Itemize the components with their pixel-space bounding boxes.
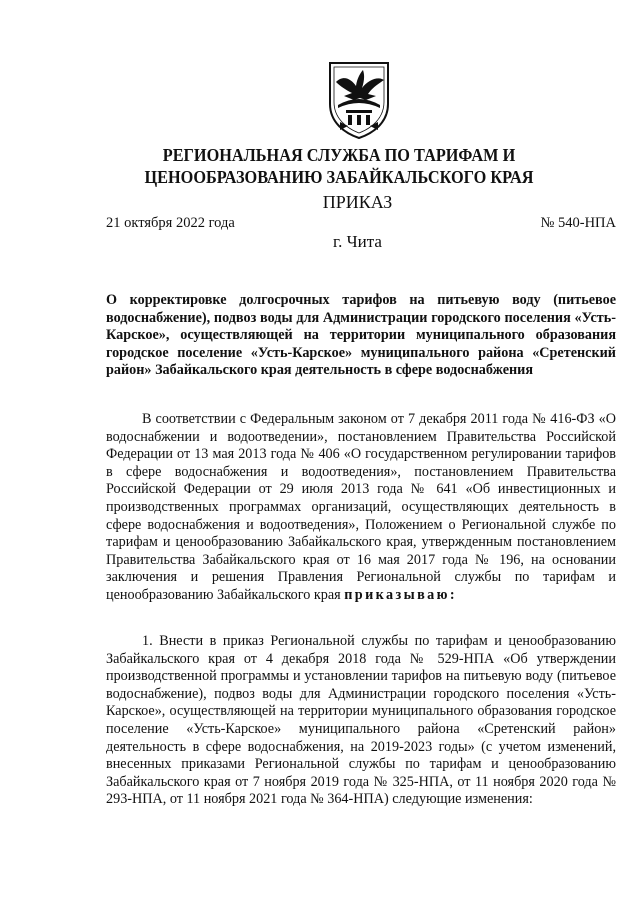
order-date: 21 октября 2022 года [106, 215, 235, 231]
order-subject: О корректировке долгосрочных тарифов на питьевую воду (питьевое водоснабжение), подвоз воды для Администрации городского поселения «Усть-Карское», осуществляющей на территории муниципального образования городское поселение «Усть-Карское» муниципального района «Сретенский район» Забайкальского края деятельность в сфере водоснабжения [106, 292, 616, 379]
date-number-line [106, 215, 616, 232]
org-title-line-2: ЦЕНООБРАЗОВАНИЮ ЗАБАЙКАЛЬСКОГО КРАЯ [144, 167, 534, 187]
org-title-line-1: РЕГИОНАЛЬНАЯ СЛУЖБА ПО ТАРИФАМ И [162, 145, 516, 165]
preamble-paragraph [106, 411, 616, 605]
clause-1-paragraph: 1. Внести в приказ Региональной службы по тарифам и ценообразованию Забайкальского края от 4 декабря 2018 года № 529-НПА «Об утверждении производственной программы и установлении тарифов на питьевую воду (питьевое водоснабжение), подвоз воды для Администрации городского поселения «Усть-Карское», осуществляющей на территории муниципального образования городское поселение «Усть-Карское» муниципального района «Сретенский район» деятельность в сфере водоснабжения, на 2019-2023 годы» (с учетом изменений, внесенных приказами Региональной службы по тарифам и ценообразованию Забайкальского края от 7 ноября 2019 года № 325-НПА, от 11 ноября 2020 года № 293-НПА, от 11 ноября 2021 года № 364-НПА) следующие изменения: [106, 633, 616, 808]
preamble-text: В соответствии с Федеральным законом от 7 декабря 2011 года № 416-ФЗ «О водоснабжении и водоотведении», постановлением Правительства Российской Федерации от 13 мая 2013 года № 406 «О государственном регулировании тарифов в сфере водоснабжения и водоотведения», постановлением Правительства Российской Федерации от 29 июля 2013 года № 641 «Об инвестиционных и производственных программах организаций, осуществляющих деятельность в сфере водоснабжения и водоотведения», Положением о Региональной службе по тарифам и ценообразованию Забайкальского края, утвержденным постановлением Правительства Забайкальского края от 16 мая 2017 года № 196, на основании заключения и решения Правления Региональной службы по тарифам и ценообразованию Забайкальского края [106, 411, 616, 603]
order-number: № 540-НПА [540, 215, 616, 231]
order-keyword: приказываю: [344, 586, 458, 603]
document-type-heading: ПРИКАЗ [322, 192, 393, 212]
coat-of-arms-icon [326, 60, 392, 140]
city: г. Чита [333, 232, 382, 251]
organization-title [60, 144, 618, 188]
